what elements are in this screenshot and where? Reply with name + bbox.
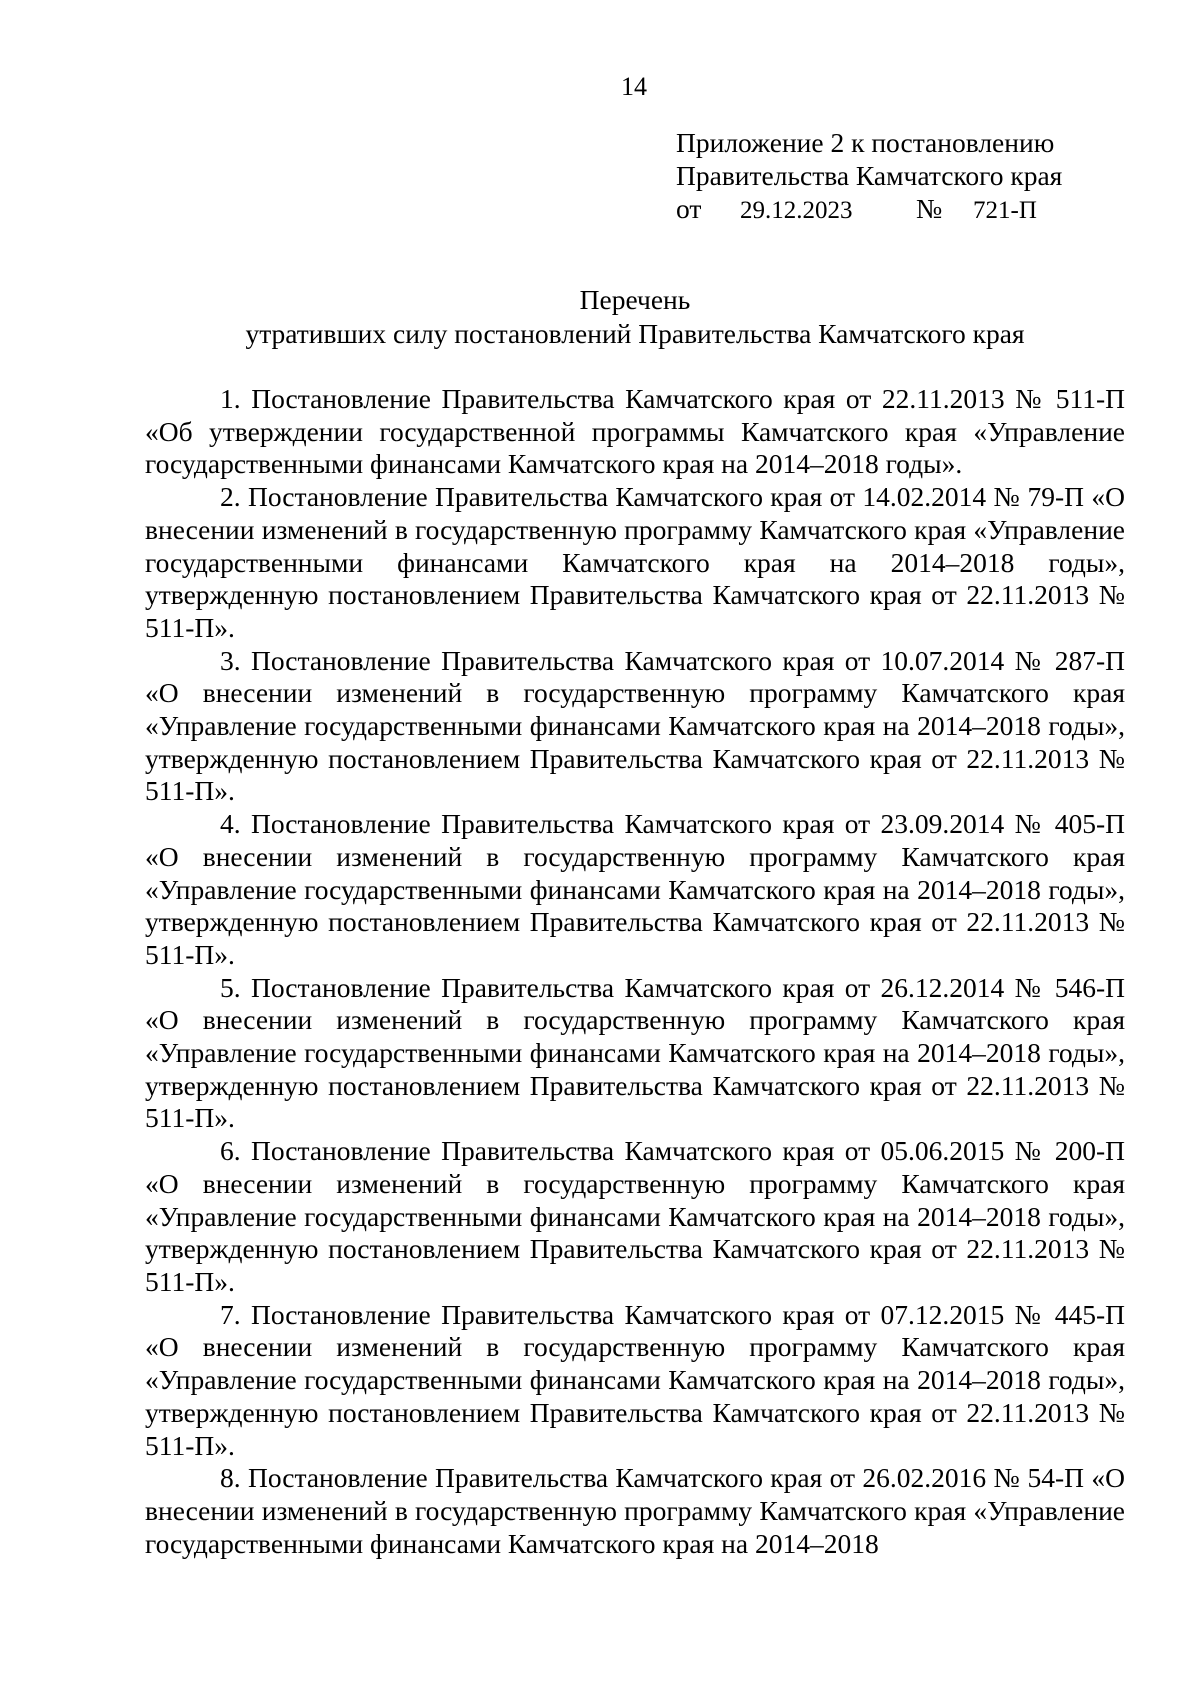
appendix-line-1: Приложение 2 к постановлению [676, 127, 1055, 158]
appendix-number: 721-П [973, 197, 1037, 224]
appendix-line-2: Правительства Камчатского края [676, 160, 1063, 191]
heading-title: Перечень [579, 284, 691, 315]
appendix-from-label: от [676, 193, 702, 224]
page-number: 14 [621, 72, 647, 101]
list-item: 6. Постановление Правительства Камчатского края от 05.06.2015 № 200-П «О внесении изменений в государственную программу Камчатского края «Управление государственными финансами Камчатского края на 2014–2018 годы», утвержденную постановлением Правительства Камчатского края от 22.11.2013 № 511-П». [145, 1135, 1125, 1297]
list-item: 2. Постановление Правительства Камчатского края от 14.02.2014 № 79-П «О внесении изменений в государственную программу Камчатского края «Управление государственными финансами Камчатского края на 2014–2018 годы», утвержденную постановлением Правительства Камчатского края от 22.11.2013 № 511-П». [145, 481, 1125, 643]
appendix-block [676, 126, 1062, 227]
list-item: 8. Постановление Правительства Камчатского края от 26.02.2016 № 54-П «О внесении изменений в государственную программу Камчатского края «Управление государственными финансами Камчатского края на 2014–2018 [145, 1462, 1125, 1559]
list-item: 3. Постановление Правительства Камчатского края от 10.07.2014 № 287-П «О внесении изменений в государственную программу Камчатского края «Управление государственными финансами Камчатского края на 2014–2018 годы», утвержденную постановлением Правительства Камчатского края от 22.11.2013 № 511-П». [145, 644, 1125, 807]
appendix-number-label: № [916, 193, 943, 224]
list-item: 7. Постановление Правительства Камчатского края от 07.12.2015 № 445-П «О внесении изменений в государственную программу Камчатского края «Управление государственными финансами Камчатского края на 2014–2018 годы», утвержденную постановлением Правительства Камчатского края от 22.11.2013 № 511-П». [145, 1298, 1125, 1461]
document-heading [145, 283, 1125, 351]
list-item: 5. Постановление Правительства Камчатского края от 26.12.2014 № 546-П «О внесении изменений в государственную программу Камчатского края «Управление государственными финансами Камчатского края на 2014–2018 годы», утвержденную постановлением Правительства Камчатского края от 22.11.2013 № 511-П». [145, 971, 1125, 1134]
appendix-date-line [676, 192, 1062, 227]
appendix-date: 29.12.2023 [740, 197, 853, 224]
list-item: 4. Постановление Правительства Камчатского края от 23.09.2014 № 405-П «О внесении изменений в государственную программу Камчатского края «Управление государственными финансами Камчатского края на 2014–2018 годы», утвержденную постановлением Правительства Камчатского края от 22.11.2013 № 511-П». [145, 808, 1125, 970]
items-list [145, 383, 1125, 1560]
heading-subtitle: утративших силу постановлений Правительства Камчатского края [245, 318, 1025, 349]
list-item: 1. Постановление Правительства Камчатского края от 22.11.2013 № 511-П «Об утверждении государственной программы Камчатского края «Управление государственными финансами Камчатского края на 2014–2018 годы». [145, 383, 1125, 480]
